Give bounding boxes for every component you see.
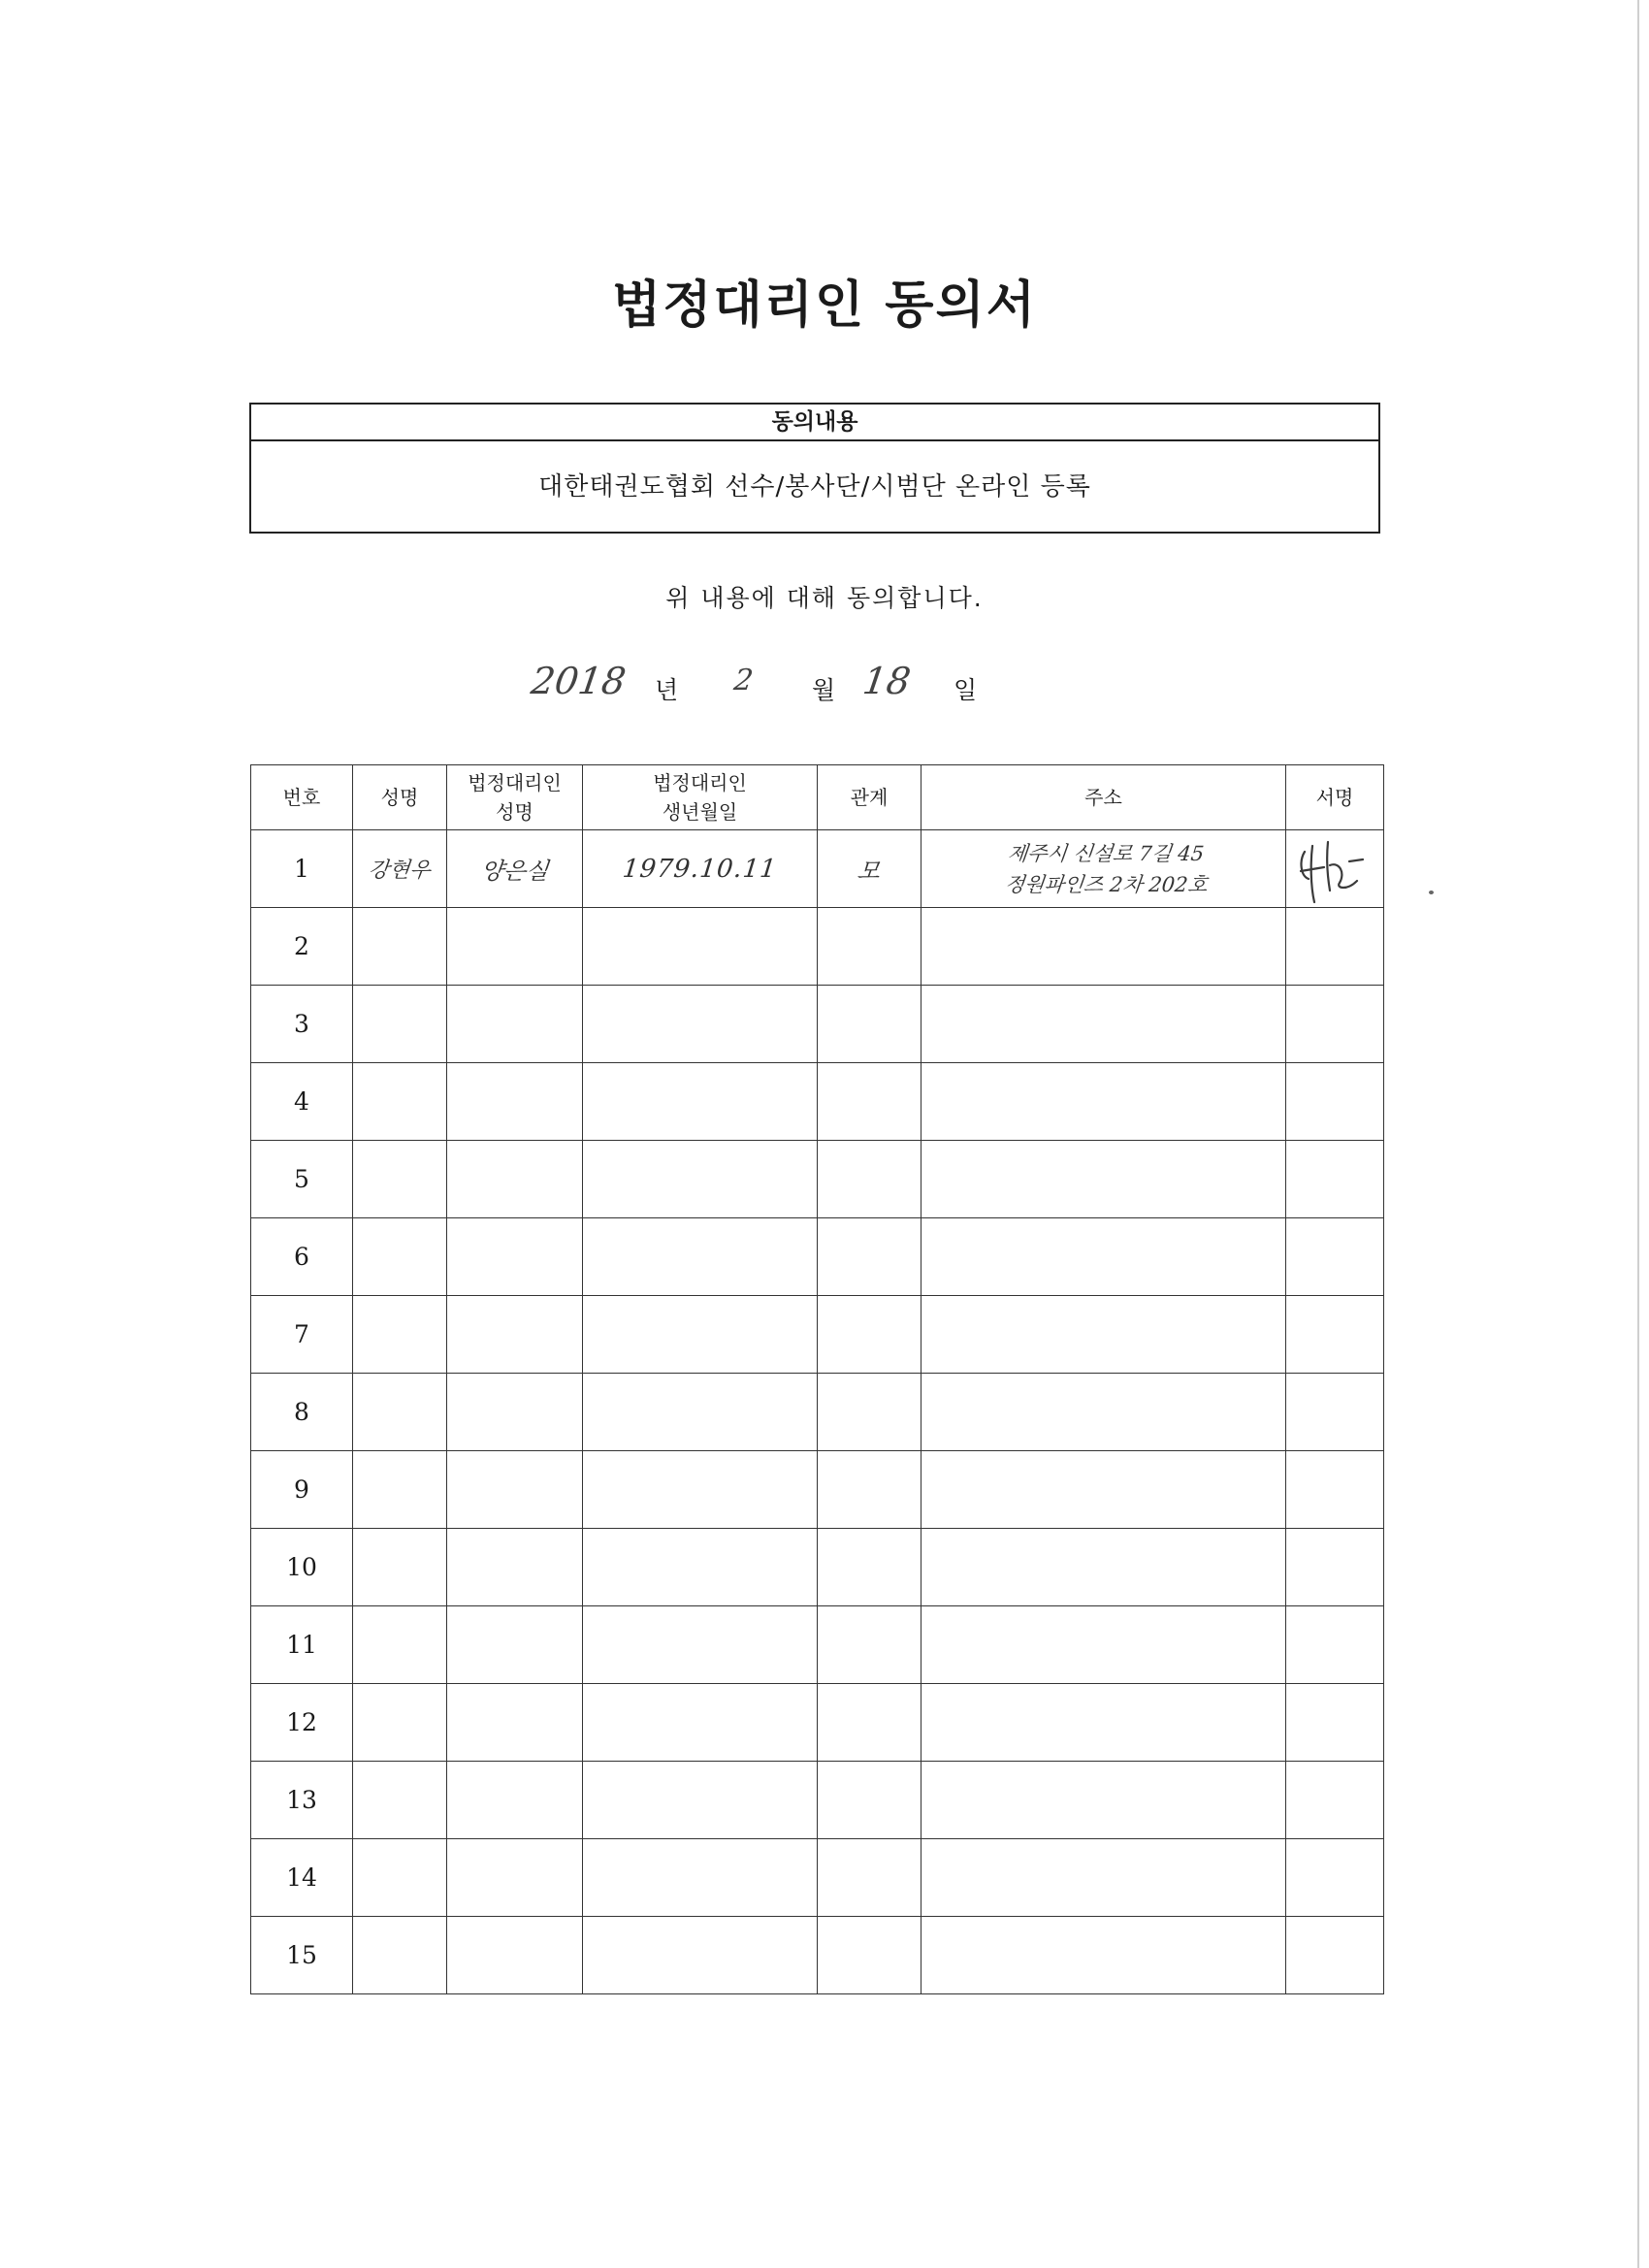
header-guardian-name-line1: 법정대리인 xyxy=(468,771,562,794)
table-row xyxy=(251,1839,1384,1917)
table-row xyxy=(251,1218,1384,1296)
row-address xyxy=(922,986,1286,1063)
header-number: 번호 xyxy=(251,765,353,830)
row-number: 6 xyxy=(251,1218,353,1296)
row-guardian-birth xyxy=(583,1684,818,1762)
row-address xyxy=(922,1606,1286,1684)
row-guardian-name xyxy=(447,1141,583,1218)
row-number: 15 xyxy=(251,1917,353,1994)
table-row xyxy=(251,986,1384,1063)
row-name xyxy=(353,830,447,908)
row-name-value: 강현우 xyxy=(367,859,432,883)
row-number: 9 xyxy=(251,1451,353,1529)
row-number: 1 xyxy=(251,830,353,908)
row-guardian-birth xyxy=(583,1296,818,1374)
row-relation xyxy=(818,1141,922,1218)
table-row xyxy=(251,1917,1384,1994)
row-relation xyxy=(818,1606,922,1684)
row-relation xyxy=(818,830,922,908)
row-name xyxy=(353,1606,447,1684)
row-relation xyxy=(818,1296,922,1374)
registration-table xyxy=(250,764,1384,1994)
row-number: 4 xyxy=(251,1063,353,1141)
row-address xyxy=(922,1063,1286,1141)
date-year: 2018 xyxy=(528,660,629,702)
row-address xyxy=(922,908,1286,986)
row-relation xyxy=(818,908,922,986)
table-row xyxy=(251,1762,1384,1839)
consent-body: 대한태권도협회 선수/봉사단/시범단 온라인 등록 xyxy=(538,472,1091,502)
row-number: 7 xyxy=(251,1296,353,1374)
row-address-line1: 제주시 신설로 7길 45 xyxy=(1007,841,1206,865)
row-relation xyxy=(818,1218,922,1296)
date-year-unit: 년 xyxy=(655,676,679,704)
date-day-unit: 일 xyxy=(954,676,978,704)
table-row xyxy=(251,1451,1384,1529)
row-signature xyxy=(1286,1141,1384,1218)
row-guardian-birth xyxy=(583,1141,818,1218)
row-number: 2 xyxy=(251,908,353,986)
row-relation xyxy=(818,986,922,1063)
row-guardian-name xyxy=(447,1839,583,1917)
row-name xyxy=(353,1451,447,1529)
table-row xyxy=(251,1374,1384,1451)
row-guardian-name xyxy=(447,908,583,986)
header-guardian-birth-line2: 생년월일 xyxy=(662,800,738,824)
row-number: 13 xyxy=(251,1762,353,1839)
row-guardian-name xyxy=(447,1374,583,1451)
row-name xyxy=(353,1762,447,1839)
row-guardian-name xyxy=(447,1917,583,1994)
header-address: 주소 xyxy=(922,765,1286,830)
row-address xyxy=(922,1917,1286,1994)
row-guardian-name xyxy=(447,1296,583,1374)
row-number: 12 xyxy=(251,1684,353,1762)
row-number: 3 xyxy=(251,986,353,1063)
row-name xyxy=(353,1296,447,1374)
table-row xyxy=(251,1684,1384,1762)
row-guardian-birth xyxy=(583,1606,818,1684)
row-guardian-name xyxy=(447,830,583,908)
handwritten-signature xyxy=(1291,832,1378,906)
row-name xyxy=(353,1063,447,1141)
row-guardian-name xyxy=(447,1063,583,1141)
row-signature xyxy=(1286,908,1384,986)
row-guardian-name xyxy=(447,1684,583,1762)
row-signature xyxy=(1286,1839,1384,1917)
stray-mark xyxy=(1429,891,1434,894)
row-signature xyxy=(1286,1606,1384,1684)
row-signature xyxy=(1286,1762,1384,1839)
header-signature: 서명 xyxy=(1286,765,1384,830)
row-signature xyxy=(1286,1917,1384,1994)
row-guardian-birth xyxy=(583,1762,818,1839)
row-relation xyxy=(818,1762,922,1839)
row-relation xyxy=(818,1529,922,1606)
row-guardian-name xyxy=(447,1451,583,1529)
header-guardian-birth xyxy=(583,765,818,830)
header-guardian-name-line2: 성명 xyxy=(496,800,534,824)
row-name xyxy=(353,1374,447,1451)
row-relation xyxy=(818,1374,922,1451)
table-row xyxy=(251,1606,1384,1684)
consent-heading: 동의내용 xyxy=(251,405,1378,441)
row-address-line2: 정원파인즈 2차 202호 xyxy=(1003,872,1210,896)
row-guardian-name xyxy=(447,1606,583,1684)
header-guardian-birth-line1: 법정대리인 xyxy=(653,771,747,794)
row-number: 8 xyxy=(251,1374,353,1451)
row-name xyxy=(353,908,447,986)
document-title: 법정대리인 동의서 xyxy=(612,276,1037,335)
row-address xyxy=(922,1451,1286,1529)
row-guardian-name xyxy=(447,1218,583,1296)
row-name xyxy=(353,1839,447,1917)
row-name xyxy=(353,1529,447,1606)
row-address xyxy=(922,830,1286,908)
row-guardian-birth xyxy=(583,1529,818,1606)
row-name xyxy=(353,986,447,1063)
row-guardian-birth xyxy=(583,1218,818,1296)
row-guardian-name xyxy=(447,1529,583,1606)
row-guardian-name-value: 양은실 xyxy=(478,858,550,885)
row-number: 11 xyxy=(251,1606,353,1684)
row-signature xyxy=(1286,1374,1384,1451)
row-name xyxy=(353,1218,447,1296)
table-row xyxy=(251,1529,1384,1606)
row-guardian-birth xyxy=(583,1063,818,1141)
row-guardian-birth xyxy=(583,1917,818,1994)
row-signature xyxy=(1286,830,1384,908)
row-name xyxy=(353,1684,447,1762)
header-name: 성명 xyxy=(353,765,447,830)
row-guardian-birth xyxy=(583,1839,818,1917)
date-day: 18 xyxy=(859,660,914,702)
table-row xyxy=(251,908,1384,986)
row-relation-value: 모 xyxy=(856,858,882,885)
row-guardian-birth xyxy=(583,1451,818,1529)
row-relation xyxy=(818,1451,922,1529)
row-signature xyxy=(1286,1529,1384,1606)
row-guardian-birth xyxy=(583,830,818,908)
row-address xyxy=(922,1839,1286,1917)
row-address xyxy=(922,1141,1286,1218)
row-address xyxy=(922,1684,1286,1762)
row-address xyxy=(922,1296,1286,1374)
row-signature xyxy=(1286,1451,1384,1529)
row-address xyxy=(922,1218,1286,1296)
row-guardian-birth xyxy=(583,1374,818,1451)
row-number: 5 xyxy=(251,1141,353,1218)
row-guardian-name xyxy=(447,986,583,1063)
row-number: 10 xyxy=(251,1529,353,1606)
row-signature xyxy=(1286,1296,1384,1374)
row-guardian-birth-value: 1979.10.11 xyxy=(621,854,779,884)
table-row xyxy=(251,1141,1384,1218)
table-row xyxy=(251,1296,1384,1374)
agreement-statement: 위 내용에 대해 동의합니다. xyxy=(665,584,984,612)
date-month-unit: 월 xyxy=(812,676,836,704)
table-body xyxy=(251,830,1384,1994)
row-guardian-birth xyxy=(583,908,818,986)
row-name xyxy=(353,1141,447,1218)
row-relation xyxy=(818,1917,922,1994)
row-relation xyxy=(818,1684,922,1762)
row-signature xyxy=(1286,1218,1384,1296)
row-relation xyxy=(818,1063,922,1141)
row-number: 14 xyxy=(251,1839,353,1917)
header-relation: 관계 xyxy=(818,765,922,830)
row-guardian-name xyxy=(447,1762,583,1839)
row-signature xyxy=(1286,1684,1384,1762)
header-guardian-name xyxy=(447,765,583,830)
table-row xyxy=(251,830,1384,908)
row-relation xyxy=(818,1839,922,1917)
consent-box xyxy=(249,403,1380,534)
date-row xyxy=(0,660,1649,718)
row-guardian-birth xyxy=(583,986,818,1063)
row-address xyxy=(922,1762,1286,1839)
row-address xyxy=(922,1374,1286,1451)
table-header-row xyxy=(251,765,1384,830)
row-signature xyxy=(1286,1063,1384,1141)
table-row xyxy=(251,1063,1384,1141)
row-name xyxy=(353,1917,447,1994)
row-address xyxy=(922,1529,1286,1606)
page-edge xyxy=(1637,0,1639,2268)
row-signature xyxy=(1286,986,1384,1063)
date-month: 2 xyxy=(731,664,756,697)
